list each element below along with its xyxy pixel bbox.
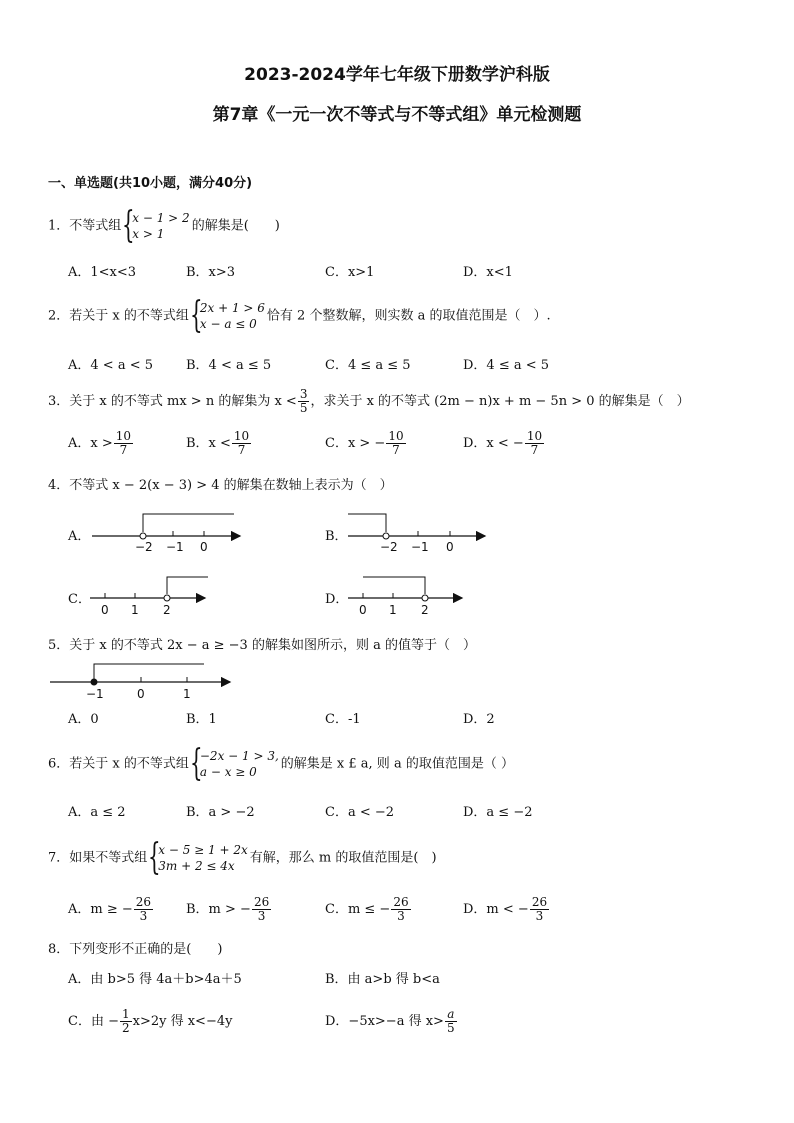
q5-number-line bbox=[50, 664, 230, 701]
q7-option-c[interactable] bbox=[325, 896, 412, 923]
q7-b-prefix: B．m > − bbox=[186, 902, 251, 917]
q4-option-b[interactable]: B． bbox=[325, 529, 348, 544]
q4-c-label-0: 0 bbox=[101, 603, 109, 617]
q6-option-b[interactable]: B．a > −2 bbox=[186, 805, 255, 820]
q7-option-d[interactable] bbox=[463, 896, 550, 923]
q7-system: { x − 5 ≥ 1 + 2x 3m + 2 ≤ 4x bbox=[148, 837, 248, 878]
question-6 bbox=[48, 743, 514, 784]
q4-stem: 4．不等式 x − 2(x − 3) > 4 的解集在数轴上表示为（ ） bbox=[48, 478, 393, 493]
q4-a-label-2: 0 bbox=[200, 540, 208, 554]
q6-row2: a − x ≥ 0 bbox=[199, 765, 257, 779]
q8-option-d[interactable] bbox=[325, 1008, 458, 1035]
q7-option-b[interactable] bbox=[186, 896, 272, 923]
q5-label-2: 1 bbox=[183, 687, 191, 701]
q7-row1: x − 5 ≥ 1 + 2x bbox=[158, 843, 248, 857]
q1-stem-tail: 的解集是( ) bbox=[191, 218, 280, 234]
q4-b-label-0: −2 bbox=[380, 540, 398, 554]
q4-a-label-1: −1 bbox=[166, 540, 184, 554]
q2-row1: 2x + 1 > 6 bbox=[199, 301, 265, 315]
q4-option-a[interactable]: A． bbox=[68, 529, 91, 544]
q4-c-label-2: 2 bbox=[163, 603, 171, 617]
q1-system: { x − 1 > 2 x > 1 bbox=[122, 205, 190, 246]
q2-option-a[interactable]: A．4 < a < 5 bbox=[68, 358, 153, 373]
q6-system: { −2x − 1 > 3, a − x ≥ 0 bbox=[189, 743, 279, 784]
q3-stem-prefix: 3．关于 x 的不等式 mx > n 的解集为 x < bbox=[48, 394, 297, 409]
q3-c-den: 7 bbox=[392, 443, 400, 457]
q7-a-fraction bbox=[134, 896, 153, 923]
q7-c-num: 26 bbox=[393, 895, 409, 909]
q7-c-den: 3 bbox=[397, 909, 405, 923]
q5-option-b[interactable]: B．1 bbox=[186, 712, 217, 727]
q4-d-label-2: 2 bbox=[421, 603, 429, 617]
q6-row1: −2x − 1 > 3, bbox=[199, 749, 279, 763]
q3-b-den: 7 bbox=[237, 443, 246, 457]
q7-option-a[interactable] bbox=[68, 896, 154, 923]
q4-b-label-2: 0 bbox=[446, 540, 454, 554]
q6-stem-tail: 的解集是 x £ a, 则 a 的取值范围是（ ） bbox=[280, 756, 514, 772]
q7-d-fraction bbox=[530, 896, 549, 923]
q8-c-tail: x>2y 得 x<−4y bbox=[132, 1014, 233, 1029]
q7-c-prefix: C．m ≤ − bbox=[325, 902, 391, 917]
q3-a-prefix: A．x > bbox=[68, 436, 113, 451]
doc-title-line1: 2023-2024学年七年级下册数学沪科版 bbox=[244, 65, 550, 85]
q7-a-den: 3 bbox=[139, 909, 148, 923]
q6-stem-prefix: 6．若关于 x 的不等式组 bbox=[48, 756, 189, 772]
q3-d-den: 7 bbox=[530, 443, 539, 457]
q6-option-d[interactable]: D．a ≤ −2 bbox=[463, 805, 533, 820]
q3-frac-num: 3 bbox=[299, 387, 308, 401]
q2-stem-prefix: 2．若关于 x 的不等式组 bbox=[48, 308, 189, 324]
q8-option-a[interactable]: A．由 b>5 得 4a＋b>4a＋5 bbox=[68, 972, 242, 987]
q4-b-label-1: −1 bbox=[411, 540, 429, 554]
q1-option-a[interactable]: A．1<x<3 bbox=[68, 265, 137, 280]
q7-stem-tail: 有解，那么 m 的取值范围是( ) bbox=[249, 850, 437, 866]
q1-row2: x > 1 bbox=[132, 227, 165, 241]
q3-b-prefix: B．x < bbox=[186, 436, 231, 451]
q2-option-d[interactable]: D．4 ≤ a < 5 bbox=[463, 358, 550, 373]
q3-frac-den: 5 bbox=[299, 401, 308, 415]
section-heading: 一、单选题(共10小题，满分40分) bbox=[48, 176, 253, 191]
q8-d-prefix: D．−5x>−a 得 x> bbox=[325, 1014, 444, 1029]
q8-c-prefix: C．由 − bbox=[68, 1014, 119, 1029]
q4-b-number-line bbox=[348, 514, 485, 554]
q3-d-num: 10 bbox=[526, 429, 543, 443]
q8-c-den: 2 bbox=[121, 1021, 130, 1035]
q3-c-num: 10 bbox=[388, 429, 404, 443]
q5-stem: 5．关于 x 的不等式 2x − a ≥ −3 的解集如图所示，则 a 的值等于（ ） bbox=[48, 638, 476, 653]
q8-c-num: 1 bbox=[121, 1007, 130, 1021]
q5-option-d[interactable]: D．2 bbox=[463, 712, 495, 727]
question-7 bbox=[48, 837, 437, 878]
q1-stem-prefix: 1．不等式组 bbox=[48, 218, 122, 234]
q7-b-fraction bbox=[252, 896, 271, 923]
q7-c-fraction bbox=[391, 896, 410, 923]
q2-stem-tail: 恰有 2 个整数解，则实数 a 的取值范围是（ ）. bbox=[266, 308, 551, 324]
q4-a-label-0: −2 bbox=[135, 540, 153, 554]
q8-d-fraction bbox=[445, 1008, 457, 1035]
q3-b-num: 10 bbox=[233, 429, 250, 443]
q5-label-1: 0 bbox=[137, 687, 145, 701]
doc-title-line2: 第7章《一元一次不等式与不等式组》单元检测题 bbox=[212, 105, 582, 125]
q7-b-num: 26 bbox=[253, 895, 270, 909]
q3-stem-tail: ，求关于 x 的不等式 (2m − n)x + m − 5n > 0 的解集是（ ） bbox=[310, 394, 690, 409]
q7-row2: 3m + 2 ≤ 4x bbox=[158, 859, 235, 873]
q8-option-c[interactable] bbox=[68, 1008, 232, 1035]
q2-row2: x − a ≤ 0 bbox=[199, 317, 257, 331]
q3-a-den: 7 bbox=[119, 443, 128, 457]
q7-a-num: 26 bbox=[135, 895, 152, 909]
q1-option-d[interactable]: D．x<1 bbox=[463, 265, 513, 280]
q4-c-number-line bbox=[90, 577, 208, 617]
q7-a-prefix: A．m ≥ − bbox=[68, 902, 133, 917]
q4-option-d[interactable]: D． bbox=[325, 592, 349, 607]
q8-stem: 8．下列变形不正确的是( ) bbox=[48, 942, 223, 957]
q8-d-num: a bbox=[445, 1008, 457, 1022]
q2-option-b[interactable]: B．4 < a ≤ 5 bbox=[186, 358, 272, 373]
q7-stem-prefix: 7．如果不等式组 bbox=[48, 850, 148, 866]
q7-d-num: 26 bbox=[531, 895, 548, 909]
q8-option-b[interactable]: B．由 a>b 得 b<a bbox=[325, 972, 440, 987]
q3-c-prefix: C．x > − bbox=[325, 436, 386, 451]
q4-a-number-line bbox=[92, 514, 240, 554]
q3-d-prefix: D．x < − bbox=[463, 436, 524, 451]
q1-row1: x − 1 > 2 bbox=[132, 211, 190, 225]
q5-label-0: −1 bbox=[86, 687, 104, 701]
q3-a-num: 10 bbox=[115, 429, 132, 443]
q5-option-a[interactable]: A．0 bbox=[68, 712, 99, 727]
q6-option-c[interactable]: C．a < −2 bbox=[325, 805, 395, 820]
q8-c-fraction bbox=[120, 1008, 132, 1035]
q7-b-den: 3 bbox=[257, 909, 266, 923]
q5-option-c[interactable]: C．-1 bbox=[325, 712, 361, 727]
q4-d-label-0: 0 bbox=[359, 603, 367, 617]
q4-d-number-line bbox=[348, 577, 462, 617]
q7-d-den: 3 bbox=[535, 909, 544, 923]
q4-d-label-1: 1 bbox=[389, 603, 397, 617]
q8-d-den: 5 bbox=[446, 1021, 455, 1035]
q4-option-c[interactable]: C． bbox=[68, 592, 91, 607]
q6-option-a[interactable]: A．a ≤ 2 bbox=[68, 805, 126, 820]
q1-option-b[interactable]: B．x>3 bbox=[186, 265, 236, 280]
q7-d-prefix: D．m < − bbox=[463, 902, 529, 917]
q1-option-c[interactable]: C．x>1 bbox=[325, 265, 375, 280]
q4-c-label-1: 1 bbox=[131, 603, 139, 617]
q2-system: { 2x + 1 > 6 x − a ≤ 0 bbox=[189, 295, 265, 336]
q2-option-c[interactable]: C．4 ≤ a ≤ 5 bbox=[325, 358, 411, 373]
